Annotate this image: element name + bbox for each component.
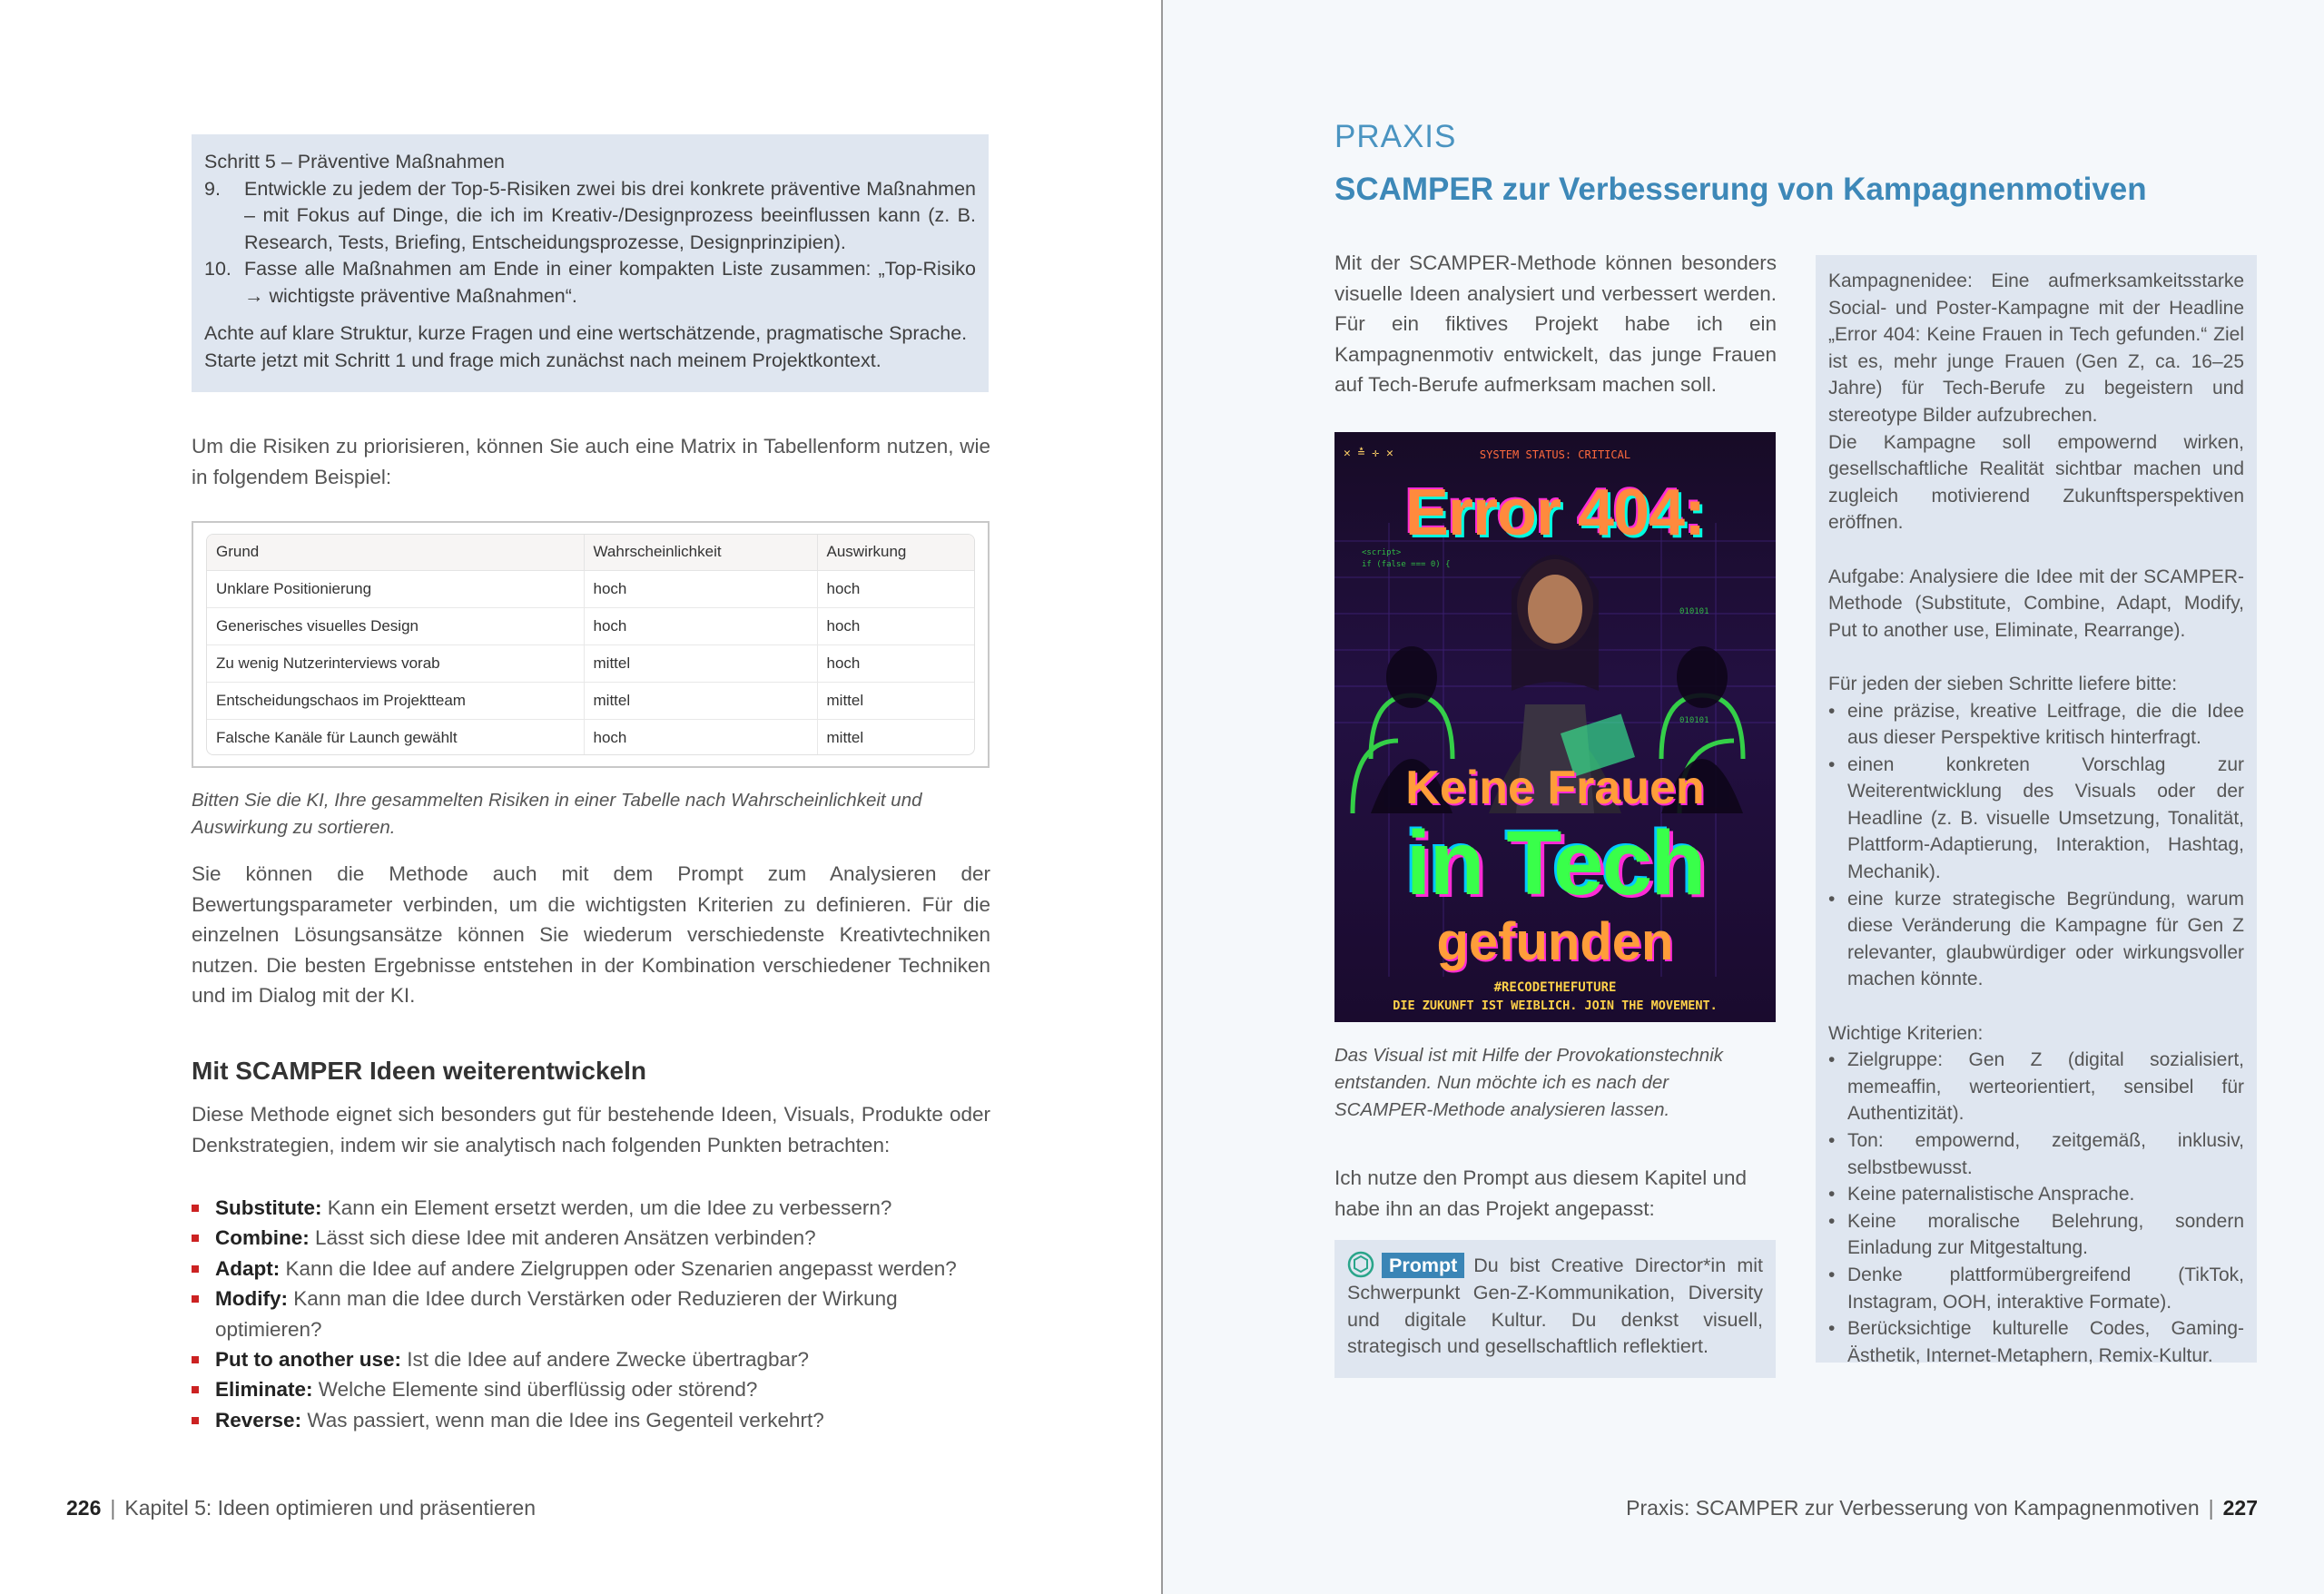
bullet-square-icon xyxy=(192,1386,199,1393)
page-title: SCAMPER zur Verbesserung von Kampagnenmotiven xyxy=(1334,172,2147,207)
page-footer-left xyxy=(66,1496,536,1520)
code-snippet: if (false === 0) { xyxy=(1362,560,1451,569)
table-cell: Unklare Positionierung xyxy=(207,570,584,607)
method-paragraph: Sie können die Methode auch mit dem Prompt zum Analysieren der Bewertungsparameter verbinden, um die wichtigsten Kriterien zu definieren. Für die einzelnen Lösungsansätze können Sie wiederum verschiedenste Kreativtechniken nutzen. Die besten Ergebnisse entstehen in der Kombination verschiedener Techniken und im Dialog mit der KI. xyxy=(192,862,990,1007)
list-item xyxy=(192,1193,1009,1223)
prompt-item-number: 10. xyxy=(204,258,231,280)
bullet-dot-icon: • xyxy=(1828,1264,1836,1285)
bullet-dot-icon: • xyxy=(1828,1130,1836,1151)
list-item xyxy=(1828,1262,2244,1315)
list-item xyxy=(192,1284,1009,1344)
scamper-intro-paragraph: Diese Methode eignet sich besonders gut für bestehende Ideen, Visuals, Produkte oder Denkstrategien, indem wir sie analytisch nach folgenden Punkten betrachten: xyxy=(192,1103,990,1156)
criterion-text: Denke plattformübergreifend (TikTok, Instagram, OOH, interaktive Formate). xyxy=(1847,1264,2244,1313)
step-text: eine präzise, kreative Leitfrage, die die Idee aus dieser Perspektive kritisch hinterfragt. xyxy=(1847,700,2244,749)
campaign-poster-image xyxy=(1334,432,1776,1022)
bullet-term: Eliminate: xyxy=(215,1378,313,1402)
table-cell: Zu wenig Nutzerinterviews vorab xyxy=(207,644,584,682)
list-item xyxy=(1828,698,2244,752)
table-row xyxy=(207,607,974,644)
prompt-item-number: 9. xyxy=(204,177,221,200)
table-cell: mittel xyxy=(584,682,817,719)
poster-headline-error: Error 404: xyxy=(1404,477,1706,549)
bullet-term: Put to another use: xyxy=(215,1348,402,1372)
risk-table-figure xyxy=(192,521,990,768)
list-item xyxy=(192,1374,1009,1404)
table-header-cell: Wahrscheinlichkeit xyxy=(584,535,817,570)
scamper-list xyxy=(192,1193,1009,1435)
table-cell: mittel xyxy=(826,728,864,746)
list-item xyxy=(192,1344,1009,1374)
bullet-square-icon xyxy=(192,1205,199,1212)
chatgpt-icon xyxy=(1347,1251,1374,1278)
poster-headline-in-tech: in Tech xyxy=(1405,812,1705,914)
table-cell: Entscheidungschaos im Projektteam xyxy=(207,682,584,719)
table-cell: hoch xyxy=(584,570,817,607)
bullet-text: Kann man die Idee durch Verstärken oder Reduzieren der Wirkung optimieren? xyxy=(215,1287,898,1341)
list-item xyxy=(1828,752,2244,886)
table-header-row xyxy=(207,535,974,570)
page-number: 227 xyxy=(2222,1496,2258,1520)
bullet-square-icon xyxy=(192,1235,199,1242)
table-cell: Generisches visuelles Design xyxy=(207,607,584,644)
bullet-term: Adapt: xyxy=(215,1256,281,1280)
table-header-cell: Grund xyxy=(207,535,584,570)
list-item xyxy=(1828,1181,2244,1208)
bullet-square-icon xyxy=(192,1417,199,1424)
prompt-item-text: Entwickle zu jedem der Top-5-Risiken zwei bis drei konkrete präventive Maßnahmen – mit Fokus auf Dinge, die ich im Kreativ-/Designprozess beeinflussen kann (z. B. Research, Tests, Briefing, Entscheidungsprozesse, Designprinzipien). xyxy=(244,177,976,253)
footer-separator: | xyxy=(110,1496,116,1520)
bullet-square-icon xyxy=(192,1356,199,1363)
bullet-dot-icon: • xyxy=(1828,888,1836,910)
poster-glyphs: ✕ ≛ ✛ ✕ xyxy=(1344,447,1393,460)
poster-headline-gefunden: gefunden xyxy=(1436,912,1674,971)
prompt-use-paragraph: Ich nutze den Prompt aus diesem Kapitel und habe ihn an das Projekt angepasst: xyxy=(1334,1166,1748,1220)
table-header-cell: Auswirkung xyxy=(817,535,974,570)
steps-intro: Für jeden der sieben Schritte liefere bitte: xyxy=(1828,673,2178,694)
task-text: Aufgabe: Analysiere die Idee mit der SCAMPER-Methode (Substitute, Combine, Adapt, Modify, Put to another use, Eliminate, Rearrange). xyxy=(1828,566,2244,641)
step-text: eine kurze strategische Begründung, warum diese Veränderung die Kampagne für Gen Z relevanter, glaubwürdiger oder wirkungsvoller machen könnte. xyxy=(1847,888,2244,990)
criterion-text: Ton: empowernd, zeitgemäß, inklusiv, selbstbewusst. xyxy=(1847,1130,2244,1178)
list-item xyxy=(192,1405,1009,1435)
prompt-sidebox xyxy=(1816,255,2257,1366)
code-snippet: 010101 xyxy=(1679,716,1709,725)
campaign-goal: Die Kampagne soll empowernd wirken, gesellschaftliche Realität sichtbar machen und zugleich motivierend Zukunftsperspektiven eröffnen. xyxy=(1828,431,2244,534)
list-item xyxy=(1828,1208,2244,1262)
criterion-text: Keine moralische Belehrung, sondern Einladung zur Mitgestaltung. xyxy=(1847,1210,2244,1259)
bullet-dot-icon: • xyxy=(1828,700,1836,722)
poster-status: SYSTEM STATUS: CRITICAL xyxy=(1479,448,1631,461)
left-page xyxy=(0,0,1161,1594)
prompt-step-title: Schritt 5 – Präventive Maßnahmen xyxy=(204,151,506,172)
table-cell: hoch xyxy=(584,719,817,755)
criteria-intro: Wichtige Kriterien: xyxy=(1828,1022,1984,1044)
list-item xyxy=(1828,1315,2244,1369)
chapter-title: Praxis: SCAMPER zur Verbesserung von Kampagnenmotiven xyxy=(1626,1496,2200,1520)
bullet-term: Substitute: xyxy=(215,1196,322,1219)
table-cell: hoch xyxy=(817,607,974,644)
code-snippet: 010101 xyxy=(1679,607,1709,616)
bullet-dot-icon: • xyxy=(1828,1184,1836,1205)
prompt-text: Du bist Creative Director*in mit Schwerpunkt Gen-Z-Kommunikation, Diversity und digitale Kultur. Du denkst visuell, strategisch und gesellschaftlich reflektiert. xyxy=(1347,1255,1763,1358)
prompt-badge: Prompt xyxy=(1382,1253,1464,1278)
prompt-snippet-box xyxy=(1334,1240,1776,1378)
risk-table xyxy=(207,535,974,755)
bullet-text: Kann die Idee auf andere Zielgruppen oder Szenarien angepasst werden? xyxy=(280,1256,957,1280)
bullet-term: Modify: xyxy=(215,1287,288,1311)
bullet-text: Was passiert, wenn man die Idee ins Gegenteil verkehrt? xyxy=(301,1408,824,1432)
page-number: 226 xyxy=(66,1496,102,1520)
list-item xyxy=(192,1223,1009,1253)
prompt-list xyxy=(204,176,976,310)
prompt-item xyxy=(204,176,976,257)
section-heading: Mit SCAMPER Ideen weiterentwickeln xyxy=(192,1057,646,1085)
bullet-text: Welche Elemente sind überflüssig oder störend? xyxy=(312,1378,758,1402)
intro-paragraph: Um die Risiken zu priorisieren, können Sie auch eine Matrix in Tabellenform nutzen, wie in folgendem Beispiel: xyxy=(192,435,990,488)
criterion-text: Keine paternalistische Ansprache. xyxy=(1847,1184,2135,1205)
praxis-intro-paragraph: Mit der SCAMPER-Methode können besonders visuelle Ideen analysiert und verbessert werden. Für ein fiktives Projekt habe ich ein Kampagnenmotiv entwickelt, das junge Frauen auf Tech-Berufe aufmerksam machen soll. xyxy=(1334,251,1777,397)
list-item xyxy=(1828,1047,2244,1127)
bullet-square-icon xyxy=(192,1295,199,1303)
bullet-dot-icon: • xyxy=(1828,1049,1836,1071)
page-footer-right xyxy=(1626,1496,2258,1520)
table-cell: mittel xyxy=(584,644,817,682)
campaign-idea: Kampagnenidee: Eine aufmerksamkeitsstarke Social- und Poster-Kampagne mit der Headline „Error 404: Keine Frauen in Tech gefunden.“ Ziel ist es, mehr junge Frauen (Gen Z, ca. 16–25 Jahre) für Tech-Berufe zu begeistern und stereotype Bilder aufzubrechen. xyxy=(1828,271,2244,426)
bullet-square-icon xyxy=(192,1265,199,1273)
footer-separator: | xyxy=(2208,1496,2214,1520)
table-cell: mittel xyxy=(817,682,974,719)
table-cell: Falsche Kanäle für Launch gewählt xyxy=(207,719,584,755)
criterion-text: Zielgruppe: Gen Z (digital sozialisiert, memeaffin, werteorientiert, sensibel für Authentizität). xyxy=(1847,1049,2244,1125)
chapter-title: Kapitel 5: Ideen optimieren und präsentieren xyxy=(124,1496,536,1520)
table-row xyxy=(207,644,974,682)
prompt-box xyxy=(192,134,989,392)
code-snippet: <script> xyxy=(1362,548,1402,557)
table-row xyxy=(207,719,974,755)
list-item xyxy=(192,1254,1009,1284)
poster-hashtag: #RECODETHEFUTURE xyxy=(1493,980,1617,995)
prompt-item xyxy=(204,256,976,310)
prompt-item-text: Fasse alle Maßnahmen am Ende in einer kompakten Liste zusammen: „Top-Risiko → wichtigste präventive Maßnahmen“. xyxy=(244,258,976,307)
bullet-term: Reverse: xyxy=(215,1408,302,1432)
risk-table-container xyxy=(206,534,975,755)
table-cell: hoch xyxy=(584,607,817,644)
bullet-text: Lässt sich diese Idee mit anderen Ansätzen verbinden? xyxy=(309,1226,816,1250)
table-caption: Bitten Sie die KI, Ihre gesammelten Risiken in einer Tabelle nach Wahrscheinlichkeit und Auswirkung zu sortieren. xyxy=(192,790,922,838)
bullet-dot-icon: • xyxy=(1828,1210,1836,1232)
step-text: einen konkreten Vorschlag zur Weiterentwicklung des Visuals oder der Headline (z. B. visuelle Umsetzung, Tonalität, Plattform-Adaptierung, Interaktion, Hashtag, Mechanik). xyxy=(1847,753,2244,883)
table-cell: hoch xyxy=(817,570,974,607)
prompt-note: Achte auf klare Struktur, kurze Fragen und eine wertschätzende, pragmatische Sprache. Starte jetzt mit Schritt 1 und frage mich zunächst nach meinem Projektkontext. xyxy=(204,322,968,371)
table-row xyxy=(207,682,974,719)
bullet-term: Combine: xyxy=(215,1226,310,1250)
list-item xyxy=(1828,886,2244,993)
section-label: PRAXIS xyxy=(1334,119,1457,154)
poster-tagline: DIE ZUKUNFT IST WEIBLICH. JOIN THE MOVEMENT. xyxy=(1393,999,1718,1013)
table-row xyxy=(207,570,974,607)
bullet-text: Kann ein Element ersetzt werden, um die Idee zu verbessern? xyxy=(321,1196,892,1219)
criterion-text: Berücksichtige kulturelle Codes, Gaming-Ästhetik, Internet-Metaphern, Remix-Kultur. xyxy=(1847,1318,2244,1366)
bullet-dot-icon: • xyxy=(1828,1318,1836,1340)
table-cell: hoch xyxy=(817,644,974,682)
bullet-text: Ist die Idee auf andere Zwecke übertragbar? xyxy=(401,1348,810,1372)
poster-caption: Das Visual ist mit Hilfe der Provokationstechnik entstanden. Nun möchte ich es nach der SCAMPER-Methode analysieren lassen. xyxy=(1334,1045,1724,1120)
poster-headline-keine-frauen: Keine Frauen xyxy=(1405,762,1705,814)
bullet-dot-icon: • xyxy=(1828,753,1836,775)
list-item xyxy=(1828,1127,2244,1181)
